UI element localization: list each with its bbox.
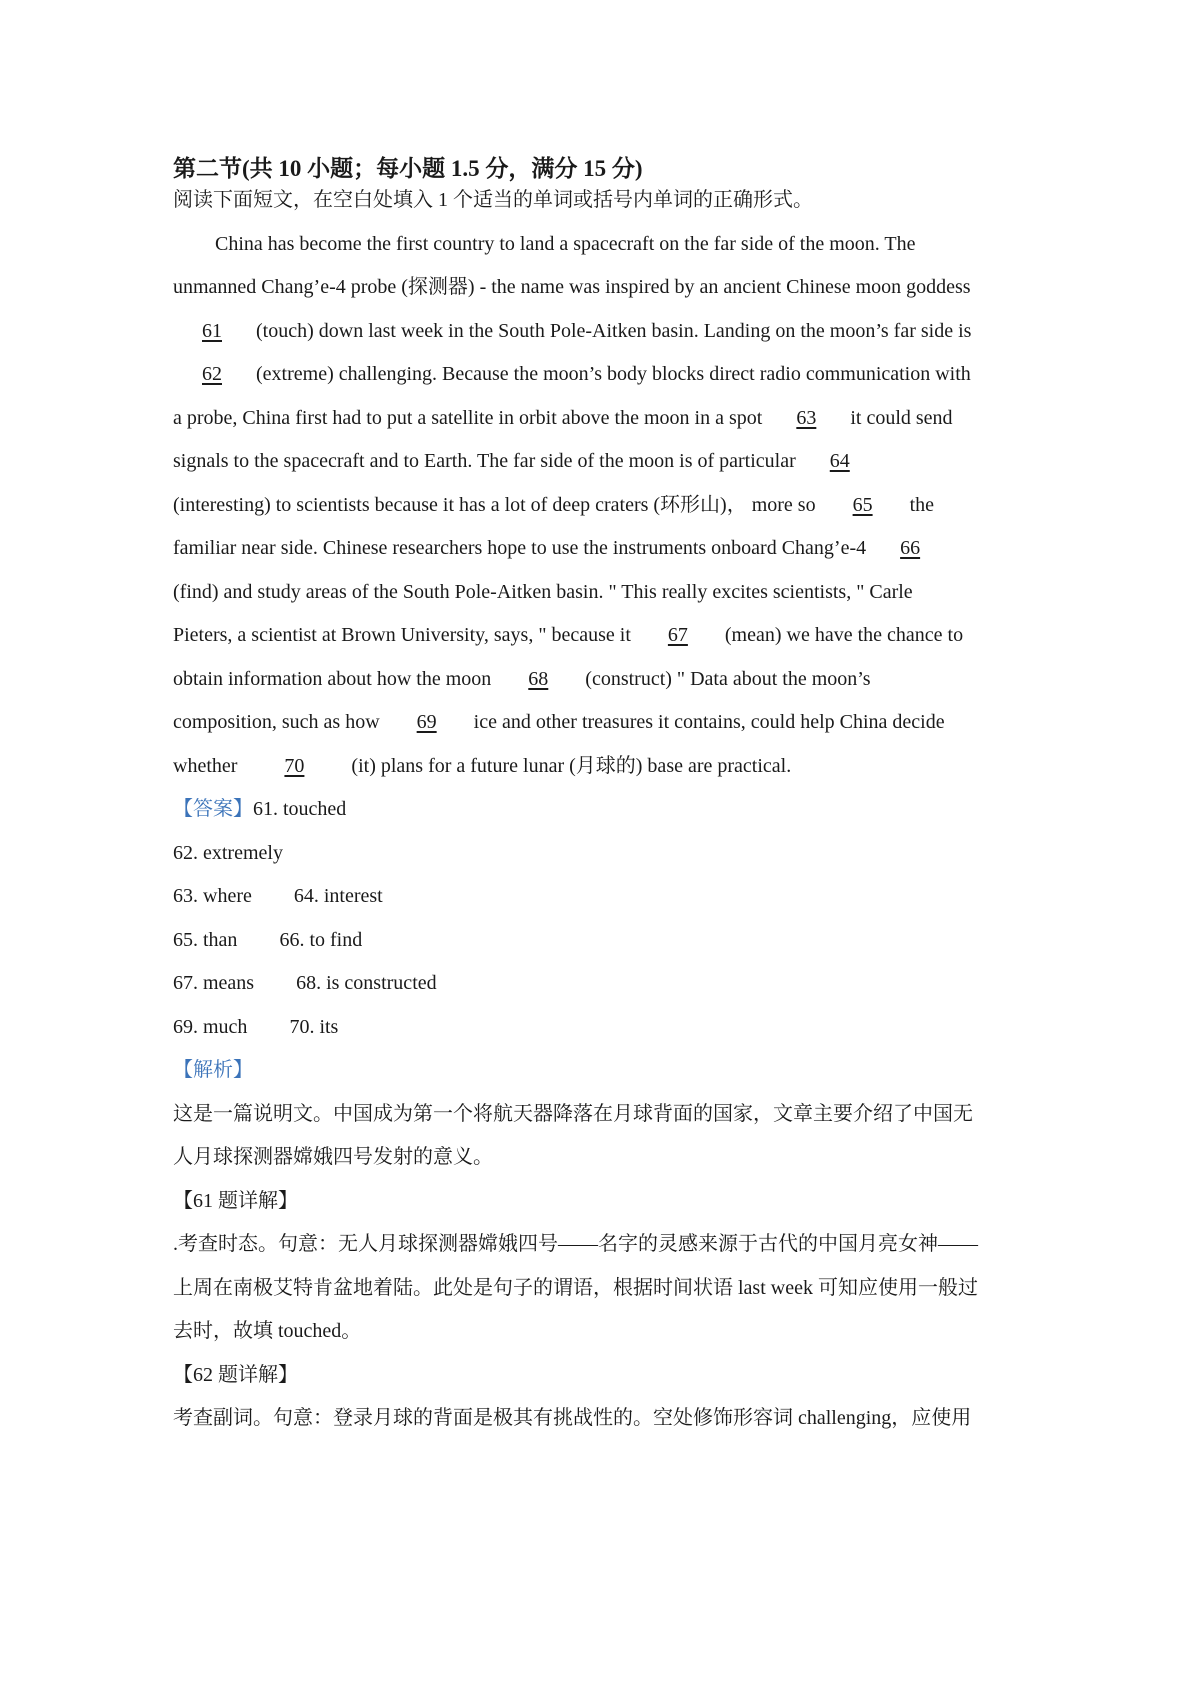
answer-63: 63. where — [173, 885, 252, 907]
answer-70: 70. its — [289, 1016, 339, 1038]
q61-line-3: 去时，故填 touched。 — [173, 1320, 362, 1342]
answer-line-6 — [173, 1013, 1043, 1041]
answer-label: 【答案】 — [173, 798, 253, 820]
blank-67[interactable]: 67 — [667, 624, 688, 646]
answer-64: 64. interest — [293, 885, 383, 907]
instruction: 阅读下面短文，在空白处填入 1 个适当的单词或括号内单词的正确形式。 — [173, 189, 813, 211]
passage-line-8: familiar near side. Chinese researchers hope to use the instruments onboard Chang’e-4 66 — [173, 534, 1043, 562]
answer-line-5 — [173, 969, 1043, 997]
blank-62[interactable]: 62 — [202, 363, 222, 385]
answer-65: 65. than — [173, 929, 238, 951]
passage-line-12: composition, such as how 69 ice and other treasures it contains, could help China decide — [173, 708, 1043, 736]
q61-line-1: .考查时态。句意：无人月球探测器嫦娥四号——名字的灵感来源于古代的中国月亮女神—— — [173, 1233, 978, 1255]
answer-68: 68. is constructed — [296, 972, 437, 994]
answer-line-3 — [173, 882, 1043, 910]
passage-line-9: (find) and study areas of the South Pole-Aitken basin. " This really excites scientists, " Carle — [173, 581, 913, 603]
answer-67: 67. means — [173, 972, 255, 994]
passage-line-3: 61 (touch) down last week in the South Pole-Aitken basin. Landing on the moon’s far side is — [173, 317, 1043, 345]
blank-66[interactable]: 66 — [900, 537, 921, 559]
blank-64[interactable]: 64 — [829, 450, 850, 472]
passage-line-4: 62 (extreme) challenging. Because the moon’s body blocks direct radio communication with — [173, 360, 1043, 388]
answer-61: 61. touched — [253, 798, 347, 820]
q62-title: 【62 题详解】 — [173, 1364, 298, 1386]
answer-line-4 — [173, 926, 1043, 954]
blank-61[interactable]: 61 — [202, 320, 222, 342]
analysis-line-2: 人月球探测器嫦娥四号发射的意义。 — [173, 1146, 493, 1168]
blank-63[interactable]: 63 — [796, 407, 817, 429]
blank-68[interactable]: 68 — [528, 668, 549, 690]
passage-line-7: (interesting) to scientists because it has a lot of deep craters (环形山)， more so 65 the — [173, 491, 1043, 519]
blank-69[interactable]: 69 — [416, 711, 437, 733]
blank-65[interactable]: 65 — [852, 494, 873, 516]
passage-line-5: a probe, China first had to put a satellite in orbit above the moon in a spot 63 it could send — [173, 404, 1043, 432]
analysis-label: 【解析】 — [173, 1059, 253, 1081]
passage-line-1: China has become the first country to land a spacecraft on the far side of the moon. The — [215, 233, 916, 255]
passage-line-13: whether 70 (it) plans for a future lunar (月球的) base are practical. — [173, 752, 1043, 780]
q61-title: 【61 题详解】 — [173, 1190, 298, 1212]
passage-line-10: Pieters, a scientist at Brown University, says, " because it 67 (mean) we have the chance to — [173, 621, 1043, 649]
passage-line-11: obtain information about how the moon 68 (construct) " Data about the moon’s — [173, 665, 1043, 693]
answer-66: 66. to find — [279, 929, 363, 951]
answer-69: 69. much — [173, 1016, 248, 1038]
q61-line-2: 上周在南极艾特肯盆地着陆。此处是句子的谓语，根据时间状语 last week 可知应使用一般过 — [173, 1277, 978, 1299]
analysis-line-1: 这是一篇说明文。中国成为第一个将航天器降落在月球背面的国家，文章主要介绍了中国无 — [173, 1103, 973, 1125]
passage-line-2: unmanned Chang’e-4 probe (探测器) - the name was inspired by an ancient Chinese moon goddess — [173, 276, 971, 298]
answer-62: 62. extremely — [173, 842, 283, 864]
section-heading: 第二节(共 10 小题；每小题 1.5 分，满分 15 分) — [173, 156, 643, 181]
answer-line-1 — [173, 795, 1043, 823]
blank-70[interactable]: 70 — [284, 755, 305, 777]
passage-line-6: signals to the spacecraft and to Earth. The far side of the moon is of particular 64 — [173, 447, 1043, 475]
q62-line-1: 考查副词。句意：登录月球的背面是极其有挑战性的。空处修饰形容词 challenging，应使用 — [173, 1407, 972, 1429]
